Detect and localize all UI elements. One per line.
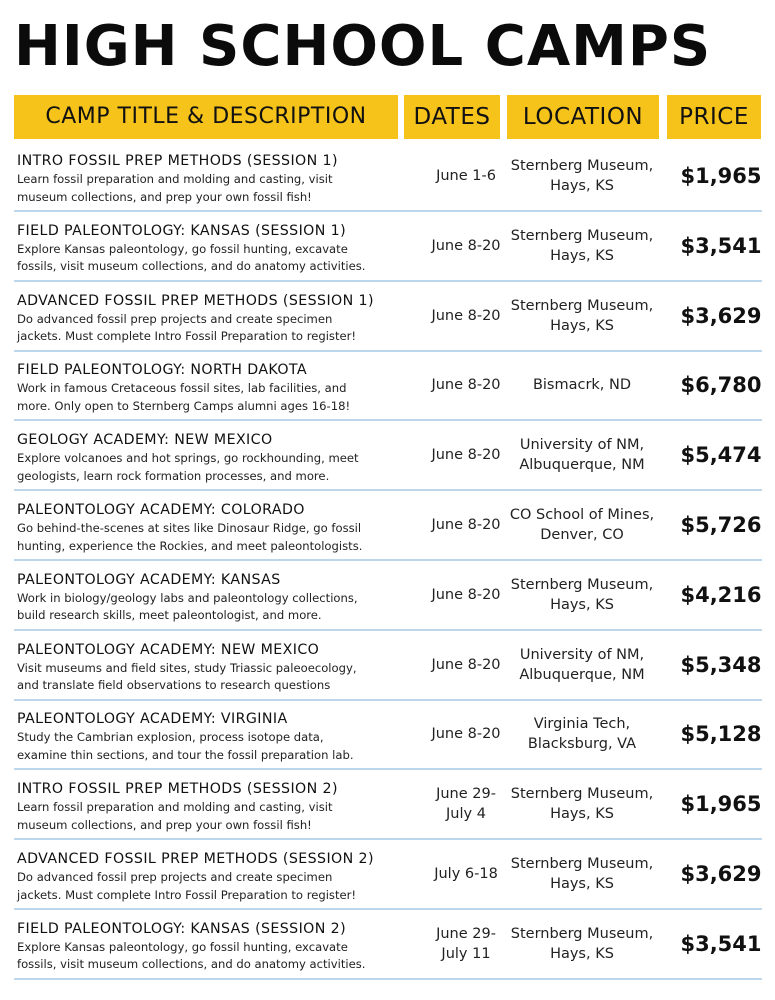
- camp-title: PALEONTOLOGY ACADEMY: NEW MEXICO: [17, 641, 320, 658]
- camp-title: GEOLOGY ACADEMY: NEW MEXICO: [17, 432, 273, 449]
- camp-location: [506, 212, 658, 280]
- camp-location: [506, 910, 658, 978]
- table-row: [14, 142, 762, 212]
- camp-description-line: Explore Kansas paleontology, go fossil hunting, excavate: [17, 939, 348, 954]
- camp-price: $3,541: [680, 931, 762, 956]
- camp-title: PALEONTOLOGY ACADEMY: COLORADO: [17, 502, 305, 518]
- dates-line: June 8-20: [431, 586, 501, 603]
- camp-description-line: Go behind-the-scenes at sites like Dinosaur Ridge, go fossil: [17, 521, 362, 535]
- dates-line: July 11: [441, 945, 491, 962]
- camp-description-line: jackets. Must complete Intro Fossil Preparation to register!: [17, 887, 357, 902]
- location-line: Bismacrk, ND: [532, 377, 632, 394]
- row-divider: [14, 978, 762, 980]
- location-line: Hays, KS: [550, 317, 614, 334]
- dates-line: June 8-20: [431, 307, 501, 324]
- camp-title: ADVANCED FOSSIL PREP METHODS (SESSION 2): [17, 851, 374, 867]
- camp-title: PALEONTOLOGY ACADEMY: VIRGINIA: [17, 711, 288, 728]
- table-row: [14, 910, 762, 980]
- camp-description: [17, 450, 412, 485]
- camp-price: $5,348: [680, 652, 762, 677]
- camp-price: $5,474: [680, 443, 762, 468]
- camp-description-line: Visit museums and field sites, study Triassic paleoecology,: [17, 660, 357, 675]
- camp-location: [506, 142, 658, 210]
- camp-location: [506, 351, 658, 419]
- camp-location: [506, 700, 658, 768]
- camp-price: $1,965: [680, 792, 762, 817]
- dates-line: July 4: [446, 806, 486, 823]
- table-row: [14, 212, 762, 282]
- camp-location: [506, 491, 658, 559]
- table-row: [14, 840, 762, 910]
- table-row: [14, 282, 762, 352]
- camp-description-line: more. Only open to Sternberg Camps alumni ages 16-18!: [17, 398, 351, 413]
- dates-line: June 8-20: [431, 726, 501, 743]
- camp-description: [17, 311, 412, 346]
- camp-location: [506, 421, 658, 489]
- camp-location: [506, 770, 658, 838]
- table-row: [14, 700, 762, 770]
- camp-description-line: Explore volcanoes and hot springs, go rockhounding, meet: [17, 451, 359, 466]
- location-line: Hays, KS: [550, 945, 614, 962]
- camp-description-line: Do advanced fossil prep projects and create specimen: [17, 311, 333, 326]
- camp-title: PALEONTOLOGY ACADEMY: KANSAS: [17, 571, 281, 588]
- camp-description: [17, 939, 412, 974]
- location-line: Virginia Tech,: [533, 716, 631, 733]
- location-line: Denver, CO: [540, 527, 624, 543]
- camp-description: [17, 869, 412, 904]
- camp-description-line: Explore Kansas paleontology, go fossil hunting, excavate: [17, 241, 348, 256]
- dates-line: June 29-: [436, 925, 496, 942]
- dates-line: June 1-6: [436, 168, 496, 184]
- location-line: Sternberg Museum,: [510, 576, 654, 593]
- camp-description: [17, 380, 412, 415]
- camp-description-line: Work in biology/geology labs and paleontology collections,: [17, 590, 358, 605]
- table-row: [14, 631, 762, 701]
- camp-description-line: build research skills, meet paleontologist, and more.: [17, 608, 322, 623]
- camp-description: [17, 660, 412, 695]
- dates-line: June 8-20: [431, 377, 501, 394]
- table-row: [14, 351, 762, 421]
- location-line: Blacksburg, VA: [527, 736, 637, 753]
- camp-description-line: Work in famous Cretaceous fossil sites, lab facilities, and: [17, 381, 347, 396]
- camp-price: $3,629: [680, 862, 762, 886]
- dates-line: July 6-18: [434, 866, 498, 882]
- camp-description: [17, 241, 412, 276]
- camp-title: FIELD PALEONTOLOGY: NORTH DAKOTA: [17, 362, 307, 379]
- table-row: [14, 421, 762, 491]
- location-line: University of NM,: [519, 646, 645, 663]
- header-price: PRICE: [667, 95, 761, 139]
- camp-description-line: Study the Cambrian explosion, process isotope data,: [17, 730, 324, 745]
- camp-price: $3,541: [680, 233, 762, 258]
- location-line: University of NM,: [519, 437, 645, 454]
- header-camp-title: CAMP TITLE & DESCRIPTION: [14, 95, 398, 139]
- camp-description-line: museum collections, and prep your own fossil fish!: [17, 817, 312, 832]
- dates-line: June 8-20: [431, 447, 501, 464]
- camp-price: $5,726: [680, 513, 762, 537]
- camp-description: [17, 799, 412, 834]
- location-line: Hays, KS: [550, 596, 614, 613]
- camp-title: ADVANCED FOSSIL PREP METHODS (SESSION 1): [17, 292, 374, 309]
- header-dates: DATES: [404, 95, 500, 139]
- camp-title: FIELD PALEONTOLOGY: KANSAS (SESSION 1): [17, 222, 347, 239]
- camp-price: $5,128: [680, 722, 762, 747]
- camp-price: $6,780: [680, 373, 762, 398]
- camp-description-line: examine thin sections, and tour the fossil preparation lab.: [17, 747, 354, 762]
- location-line: Sternberg Museum,: [510, 856, 654, 872]
- location-line: Sternberg Museum,: [510, 158, 654, 174]
- dates-line: June 8-20: [431, 517, 501, 533]
- camp-price: $4,216: [680, 582, 762, 607]
- camp-description-line: hunting, experience the Rockies, and meet paleontologists.: [17, 538, 363, 553]
- location-line: Hays, KS: [550, 247, 614, 264]
- location-line: Sternberg Museum,: [510, 297, 654, 314]
- location-line: Sternberg Museum,: [510, 227, 654, 244]
- camp-title: FIELD PALEONTOLOGY: KANSAS (SESSION 2): [17, 920, 347, 937]
- camp-description-line: Do advanced fossil prep projects and create specimen: [17, 870, 333, 884]
- camp-description-line: museum collections, and prep your own fossil fish!: [17, 189, 312, 204]
- camp-description: [17, 729, 412, 764]
- camp-description-line: Learn fossil preparation and molding and casting, visit: [17, 172, 333, 186]
- table-row: [14, 770, 762, 840]
- camp-location: [506, 631, 658, 699]
- camp-description-line: fossils, visit museum collections, and do anatomy activities.: [17, 957, 366, 972]
- location-line: Hays, KS: [550, 806, 614, 823]
- location-line: CO School of Mines,: [509, 507, 655, 523]
- camp-description-line: Learn fossil preparation and molding and casting, visit: [17, 800, 333, 815]
- camp-location: [506, 840, 658, 908]
- camp-price: $3,629: [680, 303, 762, 328]
- location-line: Sternberg Museum,: [510, 786, 654, 803]
- table-row: [14, 491, 762, 561]
- dates-line: June 8-20: [431, 656, 501, 673]
- camp-description-line: and translate field observations to research questions: [17, 678, 331, 693]
- dates-line: June 29-: [436, 786, 496, 803]
- camp-description: [17, 520, 412, 555]
- camp-description: [17, 590, 412, 625]
- camp-description-line: jackets. Must complete Intro Fossil Preparation to register!: [17, 329, 357, 344]
- header-location: LOCATION: [507, 95, 659, 139]
- page-title: HIGH SCHOOL CAMPS: [14, 14, 712, 79]
- camp-location: [506, 561, 658, 629]
- camp-location: [506, 282, 658, 350]
- camp-description: [17, 171, 412, 206]
- table-row: [14, 561, 762, 631]
- dates-line: June 8-20: [431, 237, 501, 254]
- camp-description-line: fossils, visit museum collections, and do anatomy activities.: [17, 259, 366, 274]
- location-line: Hays, KS: [550, 876, 614, 892]
- camp-price: $1,965: [680, 164, 762, 188]
- location-line: Albuquerque, NM: [519, 666, 645, 683]
- camp-title: INTRO FOSSIL PREP METHODS (SESSION 1): [17, 153, 338, 169]
- camp-description-line: geologists, learn rock formation processes, and more.: [17, 468, 330, 483]
- location-line: Sternberg Museum,: [510, 925, 654, 942]
- location-line: Hays, KS: [550, 178, 614, 194]
- location-line: Albuquerque, NM: [519, 457, 645, 474]
- camp-title: INTRO FOSSIL PREP METHODS (SESSION 2): [17, 781, 338, 798]
